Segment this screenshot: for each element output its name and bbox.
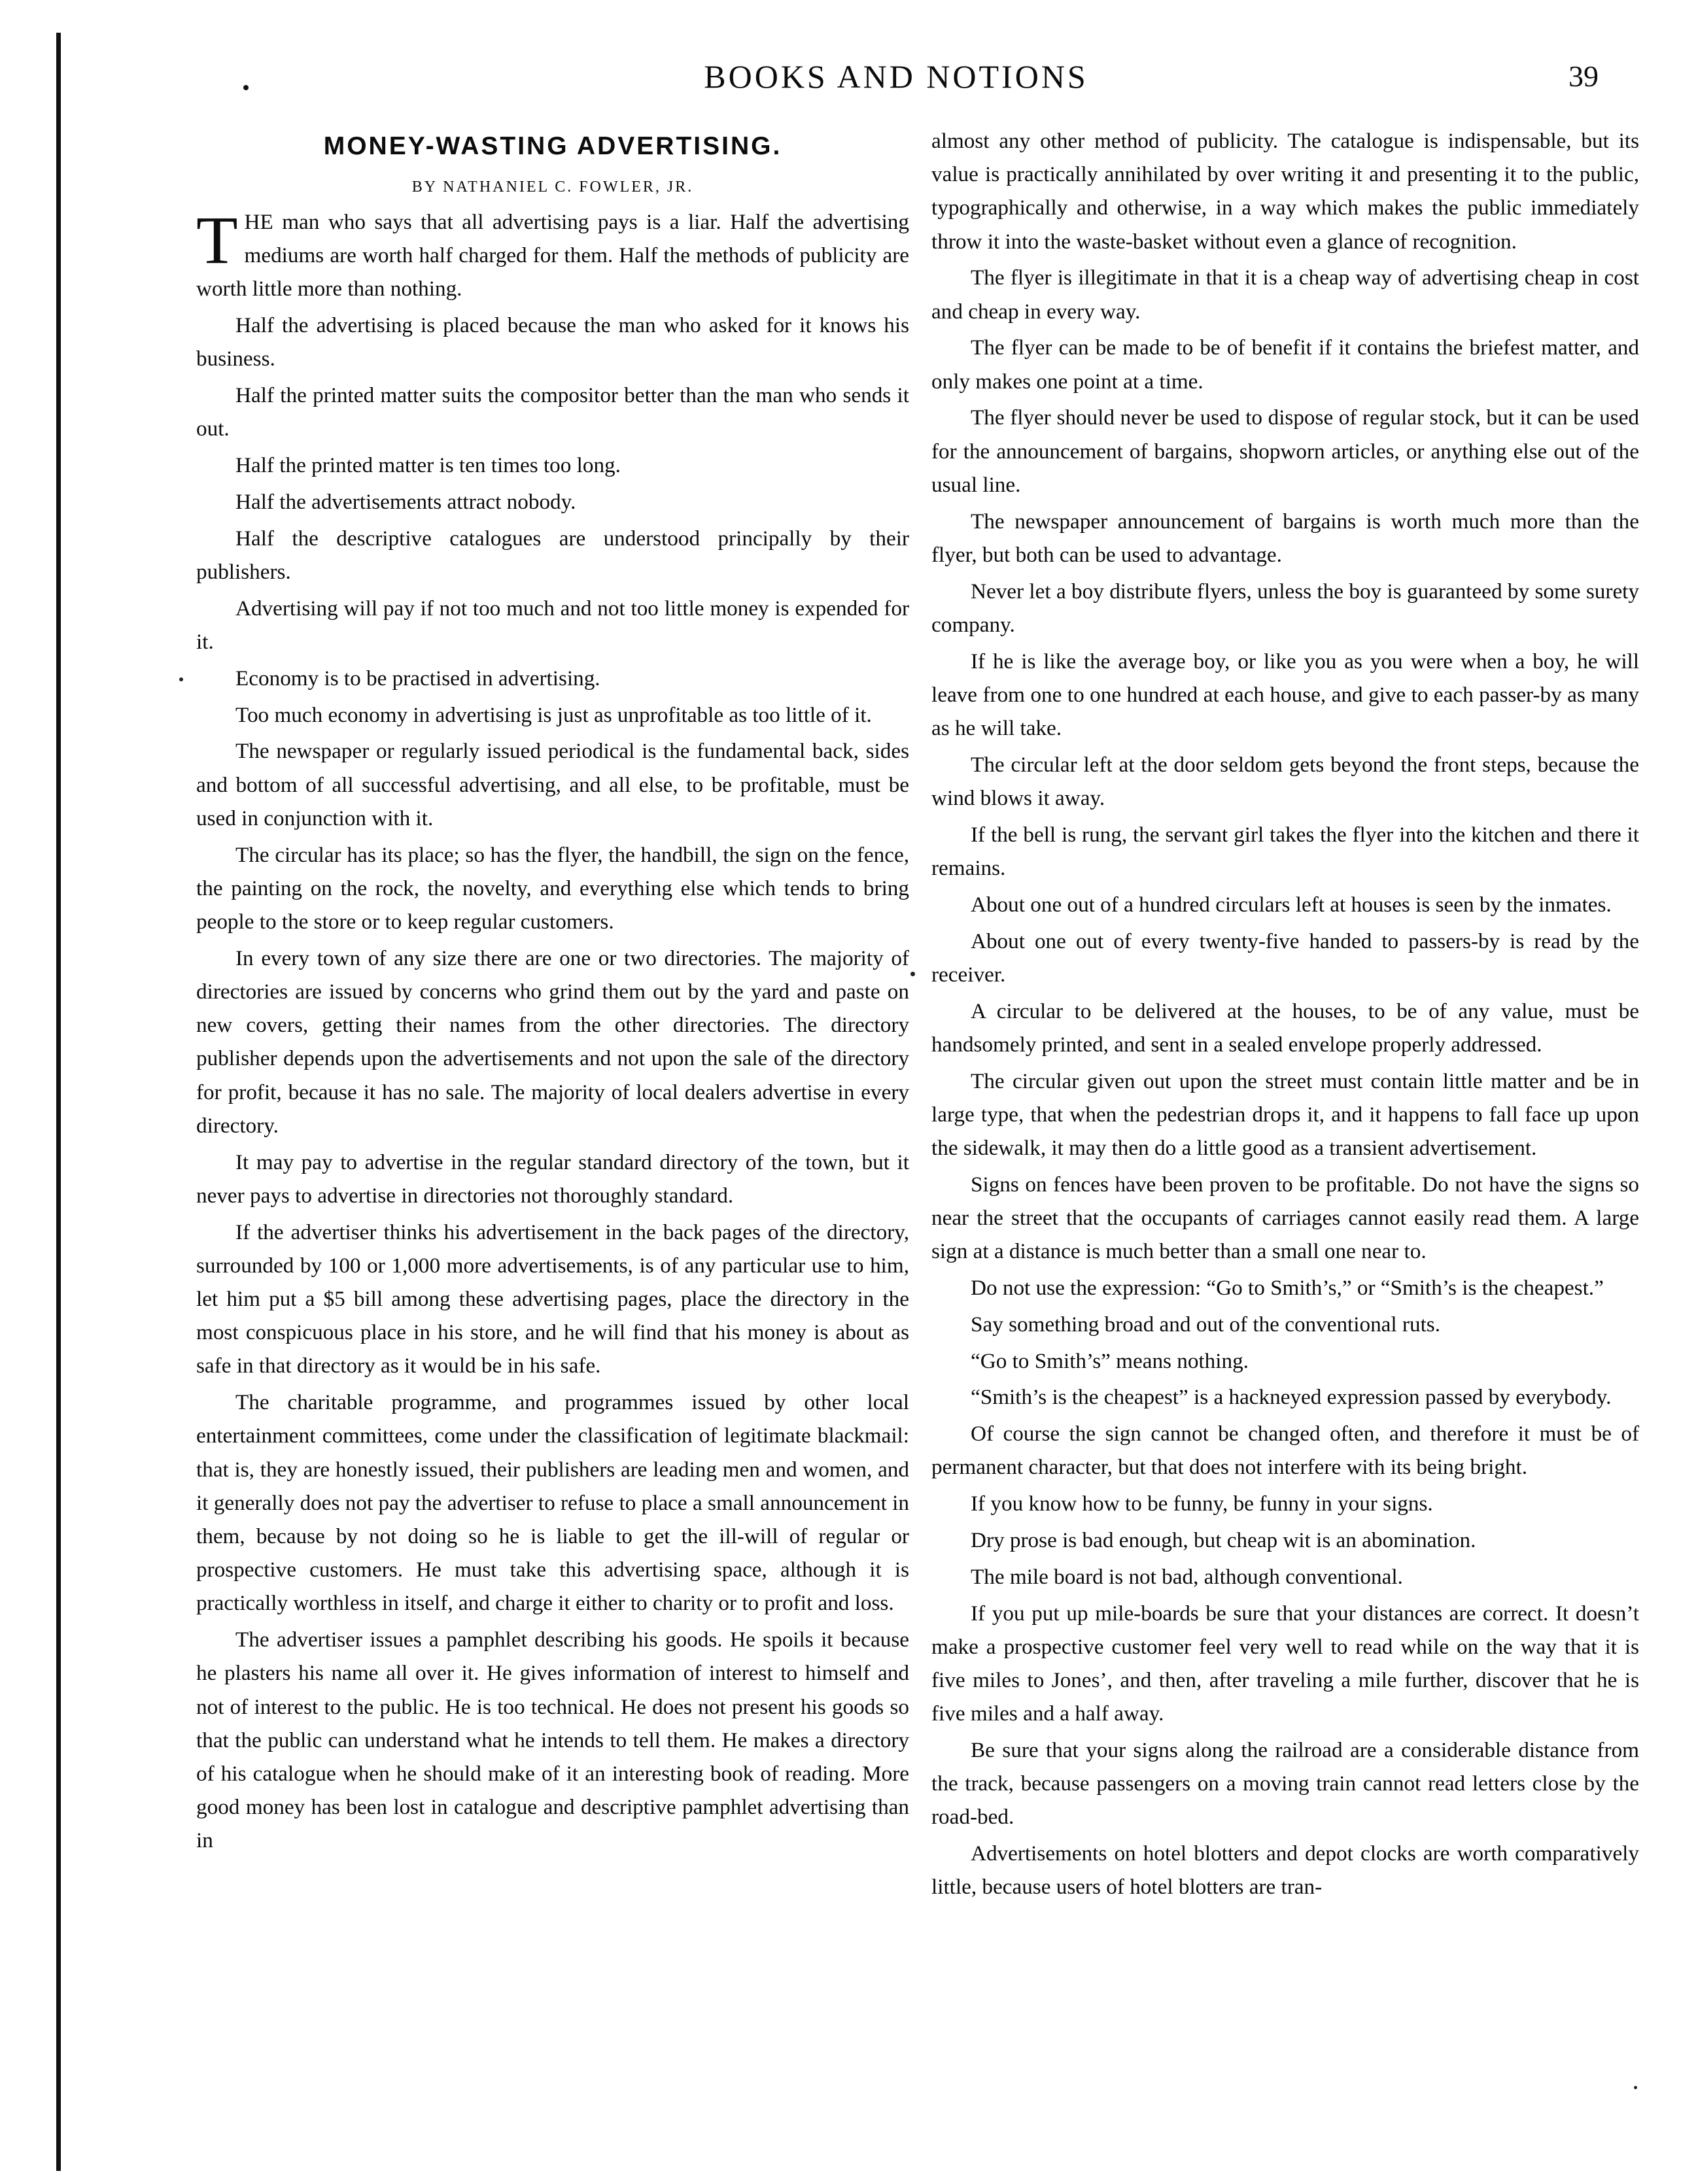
paragraph: If the advertiser thinks his advertisement in the back pages of the directory, surrounded by 100 or 1,000 more advertisements, is of any particular use to him, let him put a $5 bill among these advertising pages, place the directory in the most conspicuous place in his store, and he will find that his money is about as safe in that directory as it would be in his safe. xyxy=(196,1220,909,1378)
paragraph: The flyer can be made to be of benefit if it contains the briefest matter, and only makes one point at a time. xyxy=(931,335,1639,394)
paragraph: The flyer should never be used to dispose of regular stock, but it can be used for the announcement of bargains, shopworn articles, or anything else out of the usual line. xyxy=(931,405,1639,497)
paragraph: If the bell is rung, the servant girl takes the flyer into the kitchen and there it remains. xyxy=(931,822,1639,881)
paragraph: The mile board is not bad, although conventional. xyxy=(971,1564,1403,1589)
paragraph: Dry prose is bad enough, but cheap wit is an abomination. xyxy=(971,1528,1476,1552)
paragraph: Never let a boy distribute flyers, unless the boy is guaranteed by some surety company. xyxy=(931,579,1639,637)
paragraph: Too much economy in advertising is just as unprofitable as too little of it. xyxy=(235,702,872,727)
paragraph: “Go to Smith’s” means nothing. xyxy=(971,1348,1249,1373)
paragraph: If you put up mile-boards be sure that your distances are correct. It doesn’t make a prospective customer feel very well to read while on the way that it is five miles to Jones’, and then, after traveling a mile further, discover that he is five miles and a half away. xyxy=(931,1601,1639,1726)
paragraph: “Smith’s is the cheapest” is a hackneyed expression passed by everybody. xyxy=(971,1385,1612,1410)
paragraph: Be sure that your signs along the railroad are a considerable distance from the track, because passengers on a moving train cannot read letters close by the road-bed. xyxy=(931,1738,1639,1830)
left-column xyxy=(196,128,909,1860)
paragraph: In every town of any size there are one or two directories. The majority of directories are issued by concerns who grind them out by the yard and paste on new covers, getting their names from the other directories. The directory publisher depends upon the advertisements and not upon the sale of the directory for profit, because it has no sale. The majority of local dealers advertise in every directory. xyxy=(196,946,909,1138)
paragraph: The charitable programme, and programmes issued by other local entertainment committees, come under the classification of legitimate blackmail: that is, they are honestly issued, their publishers are leading men and women, and it generally does not pay the advertiser to refuse to place a small announcement in them, because by not doing so he is liable to get the ill-will of regular or prospective customers. He must take this advertising space, although it is practically worthless in itself, and charge it either to charity or to profit and loss. xyxy=(196,1390,909,1616)
running-head xyxy=(0,51,1698,110)
paragraph: About one out of every twenty-five handed to passers-by is read by the receiver. xyxy=(931,929,1639,987)
running-title: BOOKS AND NOTIONS xyxy=(704,58,1088,95)
byline: BY NATHANIEL C. FOWLER, JR. xyxy=(411,179,694,196)
paragraph: The newspaper announcement of bargains is worth much more than the flyer, but both can be used to advantage. xyxy=(931,509,1639,567)
article-title: MONEY-WASTING ADVERTISING. xyxy=(323,132,782,160)
paragraph: It may pay to advertise in the regular standard directory of the town, but it never pays to advertise in directories not thoroughly standard. xyxy=(196,1150,909,1208)
print-speck xyxy=(243,85,249,90)
paragraph: The flyer is illegitimate in that it is a cheap way of advertising cheap in cost and cheap in every way. xyxy=(931,265,1639,324)
paragraph: Half the advertisements attract nobody. xyxy=(235,490,576,514)
paragraph: The newspaper or regularly issued periodical is the fundamental back, sides and bottom of all successful advertising, and all else, to be profitable, must be used in conjunction with it. xyxy=(196,739,909,830)
paragraph: If he is like the average boy, or like you as you were when a boy, he will leave from one to one hundred at each house, and give to each passer-by as many as he will take. xyxy=(931,649,1639,741)
paragraph: Economy is to be practised in advertising. xyxy=(235,666,600,691)
paragraph: About one out of a hundred circulars left at houses is seen by the inmates. xyxy=(971,892,1612,917)
paragraph: almost any other method of publicity. The catalogue is indispensable, but its value is practically annihilated by over writing it and presenting it to the public, typographically and otherwise, in a way which makes the public immediately throw it into the waste-basket without even a glance of recognition. xyxy=(931,129,1639,254)
paragraph xyxy=(196,205,909,306)
print-speck xyxy=(910,972,915,976)
paragraph: Half the printed matter suits the compositor better than the man who sends it out. xyxy=(196,383,909,441)
paragraph: Signs on fences have been proven to be profitable. Do not have the signs so near the street that the occupants of carriages cannot easily read them. A large sign at a distance is much better than a small one near to. xyxy=(931,1172,1639,1264)
paragraph: Advertising will pay if not too much and not too little money is expended for it. xyxy=(196,596,909,654)
paragraph: The circular given out upon the street must contain little matter and be in large type, that when the pedestrian drops it, and it happens to fall face up upon the sidewalk, it may then do a little good as a transient advertisement. xyxy=(931,1068,1639,1161)
paragraph: The circular left at the door seldom gets beyond the front steps, because the wind blows it away. xyxy=(931,752,1639,811)
paragraph: Advertisements on hotel blotters and depot clocks are worth comparatively little, because users of hotel blotters are tran- xyxy=(931,1841,1639,1900)
paragraph: Do not use the expression: “Go to Smith’s,” or “Smith’s is the cheapest.” xyxy=(971,1276,1604,1301)
paragraph: The circular has its place; so has the flyer, the handbill, the sign on the fence, the painting on the rock, the novelty, and everything else which tends to bring people to the store or to keep regular customers. xyxy=(196,842,909,934)
paragraph: Half the descriptive catalogues are understood principally by their publishers. xyxy=(196,526,909,584)
page-number: 39 xyxy=(1568,60,1599,93)
print-speck xyxy=(179,677,183,681)
right-column xyxy=(931,124,1639,1907)
paragraph: Half the printed matter is ten times too long. xyxy=(235,453,621,478)
drop-cap: T xyxy=(196,203,238,278)
paragraph: Of course the sign cannot be changed often, and therefore it must be of permanent character, but that does not interfere with its being bright. xyxy=(931,1422,1639,1480)
print-speck xyxy=(1634,2086,1637,2089)
paragraph: A circular to be delivered at the houses, to be of any value, must be handsomely printed, and sent in a sealed envelope properly addressed. xyxy=(931,998,1639,1057)
paragraph: Half the advertising is placed because the man who asked for it knows his business. xyxy=(196,313,909,371)
binding-margin-rule xyxy=(56,33,61,2171)
paragraph: Say something broad and out of the conventional ruts. xyxy=(971,1312,1441,1337)
paragraph-text: HE man who says that all advertising pays is a liar. Half the advertising mediums are worth half charged for them. Half the methods of publicity are worth little more than nothing. xyxy=(196,210,909,301)
paragraph: The advertiser issues a pamphlet describing his goods. He spoils it because he plasters his name all over it. He gives information of interest to himself and not of interest to the public. He is too technical. He does not present his goods so that the public can understand what he intends to tell them. He makes a directory of his catalogue when he should make of it an interesting book of reading. More good money has been lost in catalogue and descriptive pamphlet advertising than in xyxy=(196,1628,909,1853)
paragraph: If you know how to be funny, be funny in your signs. xyxy=(971,1492,1433,1516)
